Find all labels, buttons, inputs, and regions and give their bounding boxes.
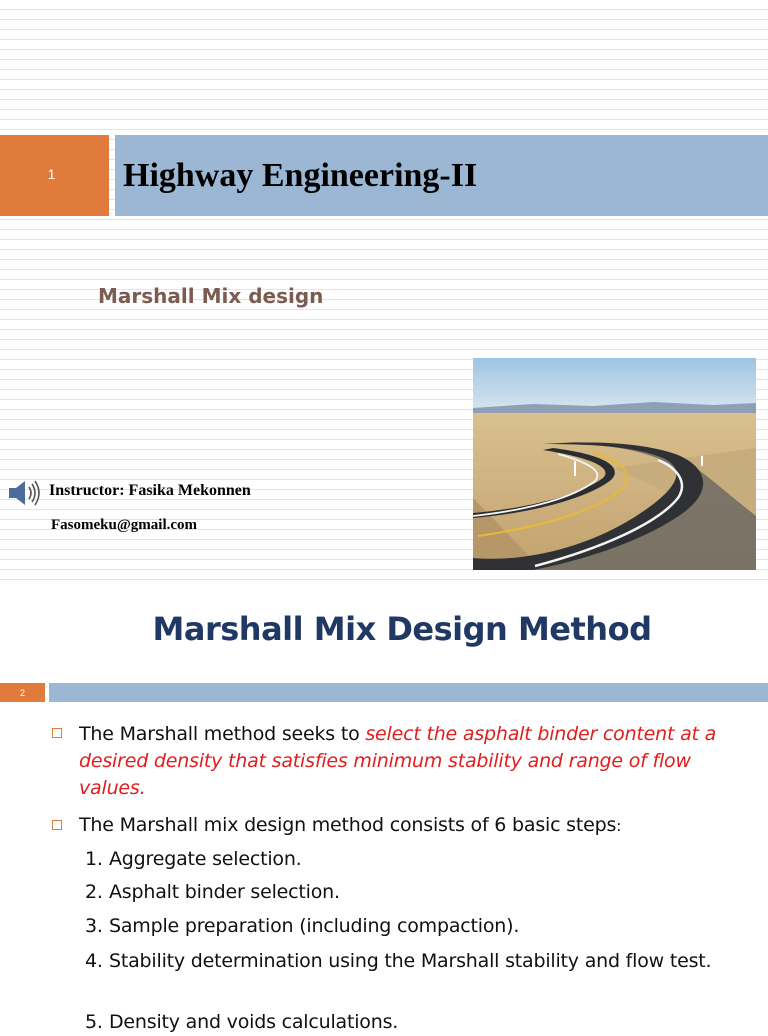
step-text: Sample preparation (including compaction). bbox=[109, 915, 520, 937]
step-number: 5. bbox=[85, 1011, 103, 1033]
instructor-email: Fasomeku@gmail.com bbox=[51, 517, 198, 533]
slide-2-number bbox=[0, 683, 45, 702]
list-item bbox=[85, 879, 745, 906]
step-text: Aggregate selection. bbox=[109, 848, 302, 870]
step-text: Density and voids calculations. bbox=[109, 1011, 399, 1033]
slide-2-title-bar bbox=[49, 683, 768, 702]
bullet-marshall-method bbox=[79, 721, 749, 802]
speaker-icon[interactable] bbox=[6, 477, 44, 509]
bullet-2-text: The Marshall mix design method consists of 6 basic steps bbox=[79, 814, 617, 836]
bullet-1-emphasis: select the asphalt binder content at a desired density that satisfies minimum stability and range of flow values. bbox=[79, 723, 717, 799]
hollow-square-bullet-icon bbox=[52, 820, 62, 830]
list-item bbox=[85, 1009, 745, 1036]
step-number: 1. bbox=[85, 848, 103, 870]
step-text: Asphalt binder selection. bbox=[109, 881, 340, 903]
slide-number-label: 1 bbox=[47, 165, 56, 182]
list-item bbox=[85, 948, 745, 975]
slide-subtitle: Marshall Mix design bbox=[98, 284, 324, 308]
slide-title: Highway Engineering-II bbox=[123, 157, 478, 194]
slide-2-title: Marshall Mix Design Method bbox=[152, 610, 652, 648]
step-number: 4. bbox=[85, 950, 103, 972]
road-photo bbox=[473, 358, 756, 570]
bullet-2-suffix: : bbox=[616, 817, 622, 835]
hollow-square-bullet-icon bbox=[52, 728, 62, 738]
step-number: 2. bbox=[85, 881, 103, 903]
slide-number bbox=[0, 135, 109, 216]
step-text: Stability determination using the Marshall stability and flow test. bbox=[109, 950, 712, 972]
title-bar bbox=[115, 135, 768, 216]
bullet-basic-steps bbox=[79, 812, 749, 840]
instructor-name: Instructor: Fasika Mekonnen bbox=[49, 482, 251, 499]
bullet-1-prefix: The Marshall method seeks to bbox=[79, 723, 366, 745]
step-number: 3. bbox=[85, 915, 103, 937]
list-item bbox=[85, 913, 745, 940]
slide-2-number-label: 2 bbox=[19, 687, 25, 698]
list-item bbox=[85, 846, 745, 873]
